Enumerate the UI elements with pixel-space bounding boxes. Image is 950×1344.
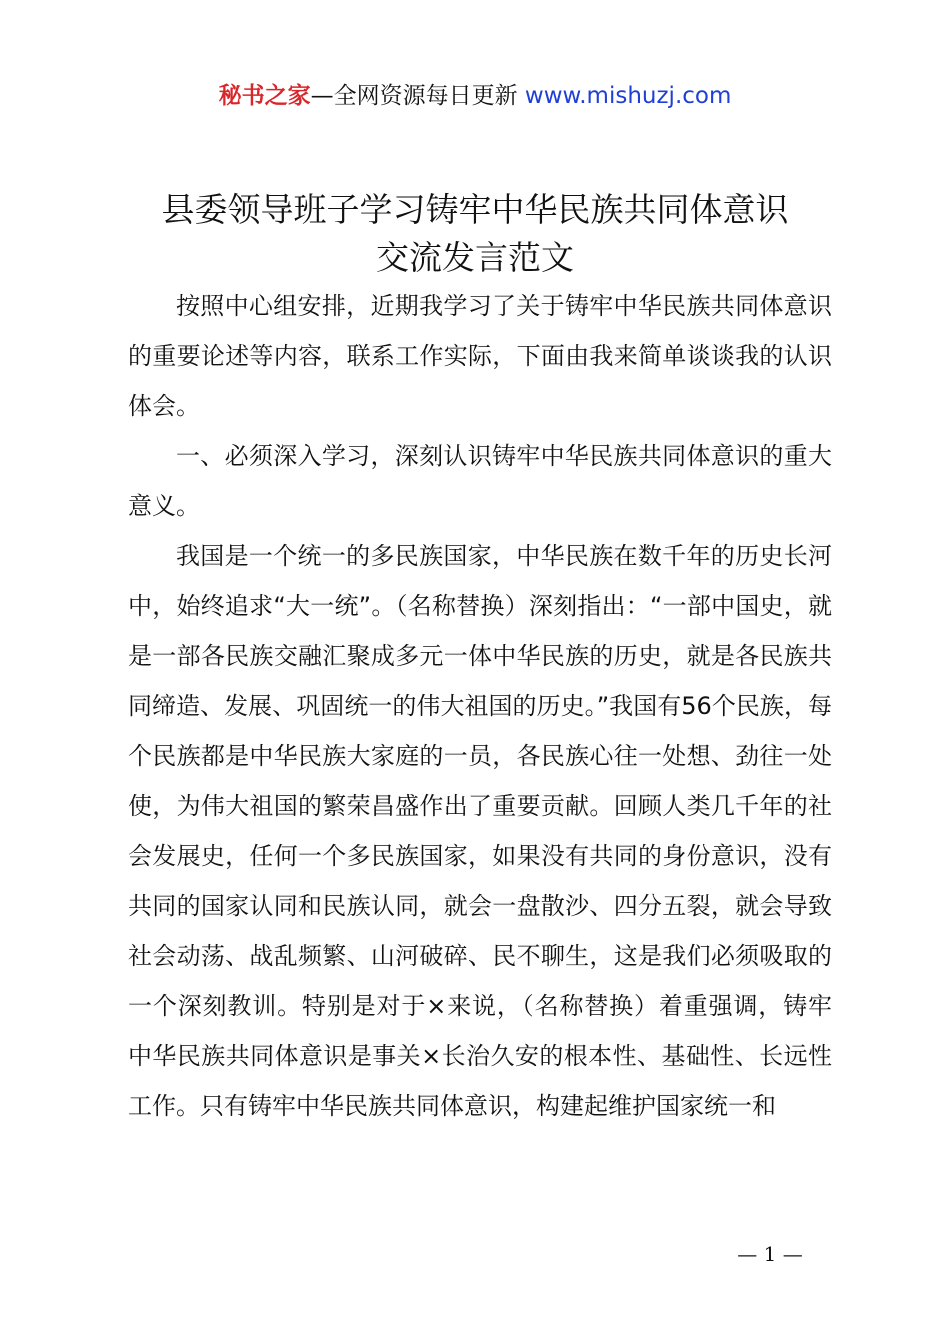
- paragraph-intro: 按照中心组安排，近期我学习了关于铸牢中华民族共同体意识的重要论述等内容，联系工作实际，下面由我来简单谈谈我的认识体会。: [128, 292, 832, 420]
- site-url-link[interactable]: www.mishuzj.com: [524, 83, 732, 109]
- document-body: [128, 281, 832, 1131]
- page-number: — 1 —: [737, 1242, 803, 1266]
- site-header: [0, 80, 950, 112]
- paragraph-section-heading: 一、必须深入学习，深刻认识铸牢中华民族共同体意识的重大意义。: [128, 442, 832, 520]
- site-slogan: —全网资源每日更新: [310, 83, 525, 109]
- paragraph-main: 我国是一个统一的多民族国家，中华民族在数千年的历史长河中，始终追求“大一统”。（名称替换）深刻指出：“一部中国史，就是一部各民族交融汇聚成多元一体中华民族的历史，就是各民族共同缔造、发展、巩固统一的伟大祖国的历史。”我国有56个民族，每个民族都是中华民族大家庭的一员，各民族心往一处想、劲往一处使，为伟大祖国的繁荣昌盛作出了重要贡献。回顾人类几千年的社会发展史，任何一个多民族国家，如果没有共同的身份意识，没有共同的国家认同和民族认同，就会一盘散沙、四分五裂，就会导致社会动荡、战乱频繁、山河破碎、民不聊生，这是我们必须吸取的一个深刻教训。特别是对于×来说，（名称替换）着重强调，铸牢中华民族共同体意识是事关×长治久安的根本性、基础性、长远性工作。只有铸牢中华民族共同体意识，构建起维护国家统一和: [128, 542, 832, 1120]
- title-line-1: 县委领导班子学习铸牢中华民族共同体意识: [161, 190, 789, 229]
- document-title: [60, 186, 890, 282]
- title-line-2: 交流发言范文: [376, 238, 574, 277]
- site-brand: 秘书之家: [218, 83, 311, 109]
